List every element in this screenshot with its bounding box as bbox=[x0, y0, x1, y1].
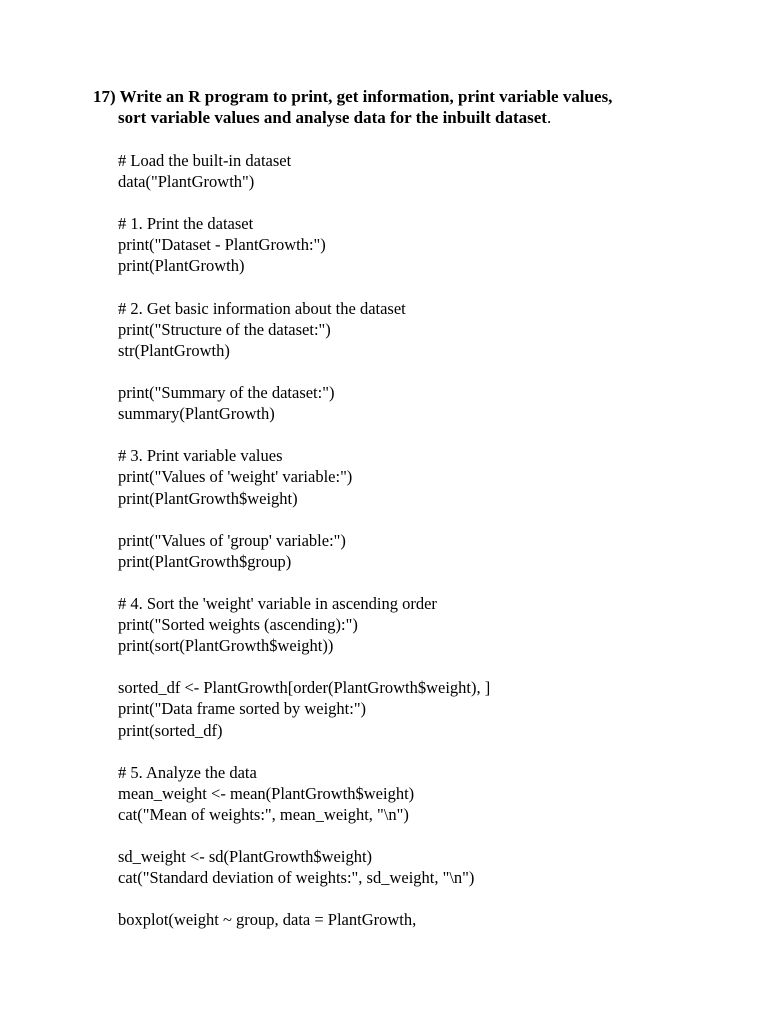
code-line: print(PlantGrowth) bbox=[118, 256, 245, 276]
question-line-1: Write an R program to print, get information, print variable values, bbox=[119, 87, 613, 106]
code-block bbox=[118, 150, 718, 930]
code-line: # Load the built-in dataset bbox=[118, 151, 292, 170]
code-line bbox=[118, 509, 718, 530]
code-line: sd_weight <- sd(PlantGrowth$weight) bbox=[118, 847, 373, 867]
code-line bbox=[118, 888, 718, 909]
code-line: print("Data frame sorted by weight:") bbox=[118, 699, 367, 719]
code-line: print(PlantGrowth$group) bbox=[118, 551, 292, 571]
code-line: print("Values of 'weight' variable:") bbox=[118, 467, 353, 487]
code-line bbox=[118, 361, 718, 382]
code-line: # 5. Analyze the data bbox=[118, 762, 257, 782]
question-heading bbox=[93, 86, 713, 128]
code-line: print("Sorted weights (ascending):") bbox=[118, 615, 358, 635]
code-line: mean_weight <- mean(PlantGrowth$weight) bbox=[118, 783, 415, 803]
code-line: # 2. Get basic information about the dataset bbox=[118, 298, 406, 318]
code-line: print("Summary of the dataset:") bbox=[118, 383, 335, 403]
code-line bbox=[118, 656, 718, 677]
code-line bbox=[118, 825, 718, 846]
code-line: print("Dataset - PlantGrowth:") bbox=[118, 235, 326, 255]
code-line bbox=[118, 277, 718, 298]
code-line: # 4. Sort the 'weight' variable in ascending order bbox=[118, 593, 437, 613]
code-line: str(PlantGrowth) bbox=[118, 340, 230, 360]
code-line bbox=[118, 424, 718, 445]
code-line: print(PlantGrowth$weight) bbox=[118, 488, 298, 508]
code-line: data("PlantGrowth") bbox=[118, 172, 255, 192]
question-line-2: sort variable values and analyse data for the inbuilt dataset bbox=[118, 108, 547, 127]
question-end-punct: . bbox=[546, 108, 552, 127]
code-line: # 3. Print variable values bbox=[118, 446, 283, 466]
code-line: print(sort(PlantGrowth$weight)) bbox=[118, 636, 334, 656]
code-line: print("Values of 'group' variable:") bbox=[118, 530, 346, 550]
code-line: cat("Mean of weights:", mean_weight, "\n") bbox=[118, 804, 409, 824]
code-line: boxplot(weight ~ group, data = PlantGrowth, bbox=[118, 910, 417, 930]
code-line: print(sorted_df) bbox=[118, 720, 223, 740]
code-line: summary(PlantGrowth) bbox=[118, 404, 275, 424]
code-line: sorted_df <- PlantGrowth[order(PlantGrowth$weight), ] bbox=[118, 678, 491, 698]
code-line: cat("Standard deviation of weights:", sd_weight, "\n") bbox=[118, 868, 475, 888]
code-line bbox=[118, 572, 718, 593]
code-line: # 1. Print the dataset bbox=[118, 214, 254, 234]
code-line: print("Structure of the dataset:") bbox=[118, 319, 331, 339]
question-number: 17) bbox=[93, 87, 116, 106]
code-line bbox=[118, 741, 718, 762]
question-line-2-wrap bbox=[93, 107, 713, 128]
code-line bbox=[118, 192, 718, 213]
